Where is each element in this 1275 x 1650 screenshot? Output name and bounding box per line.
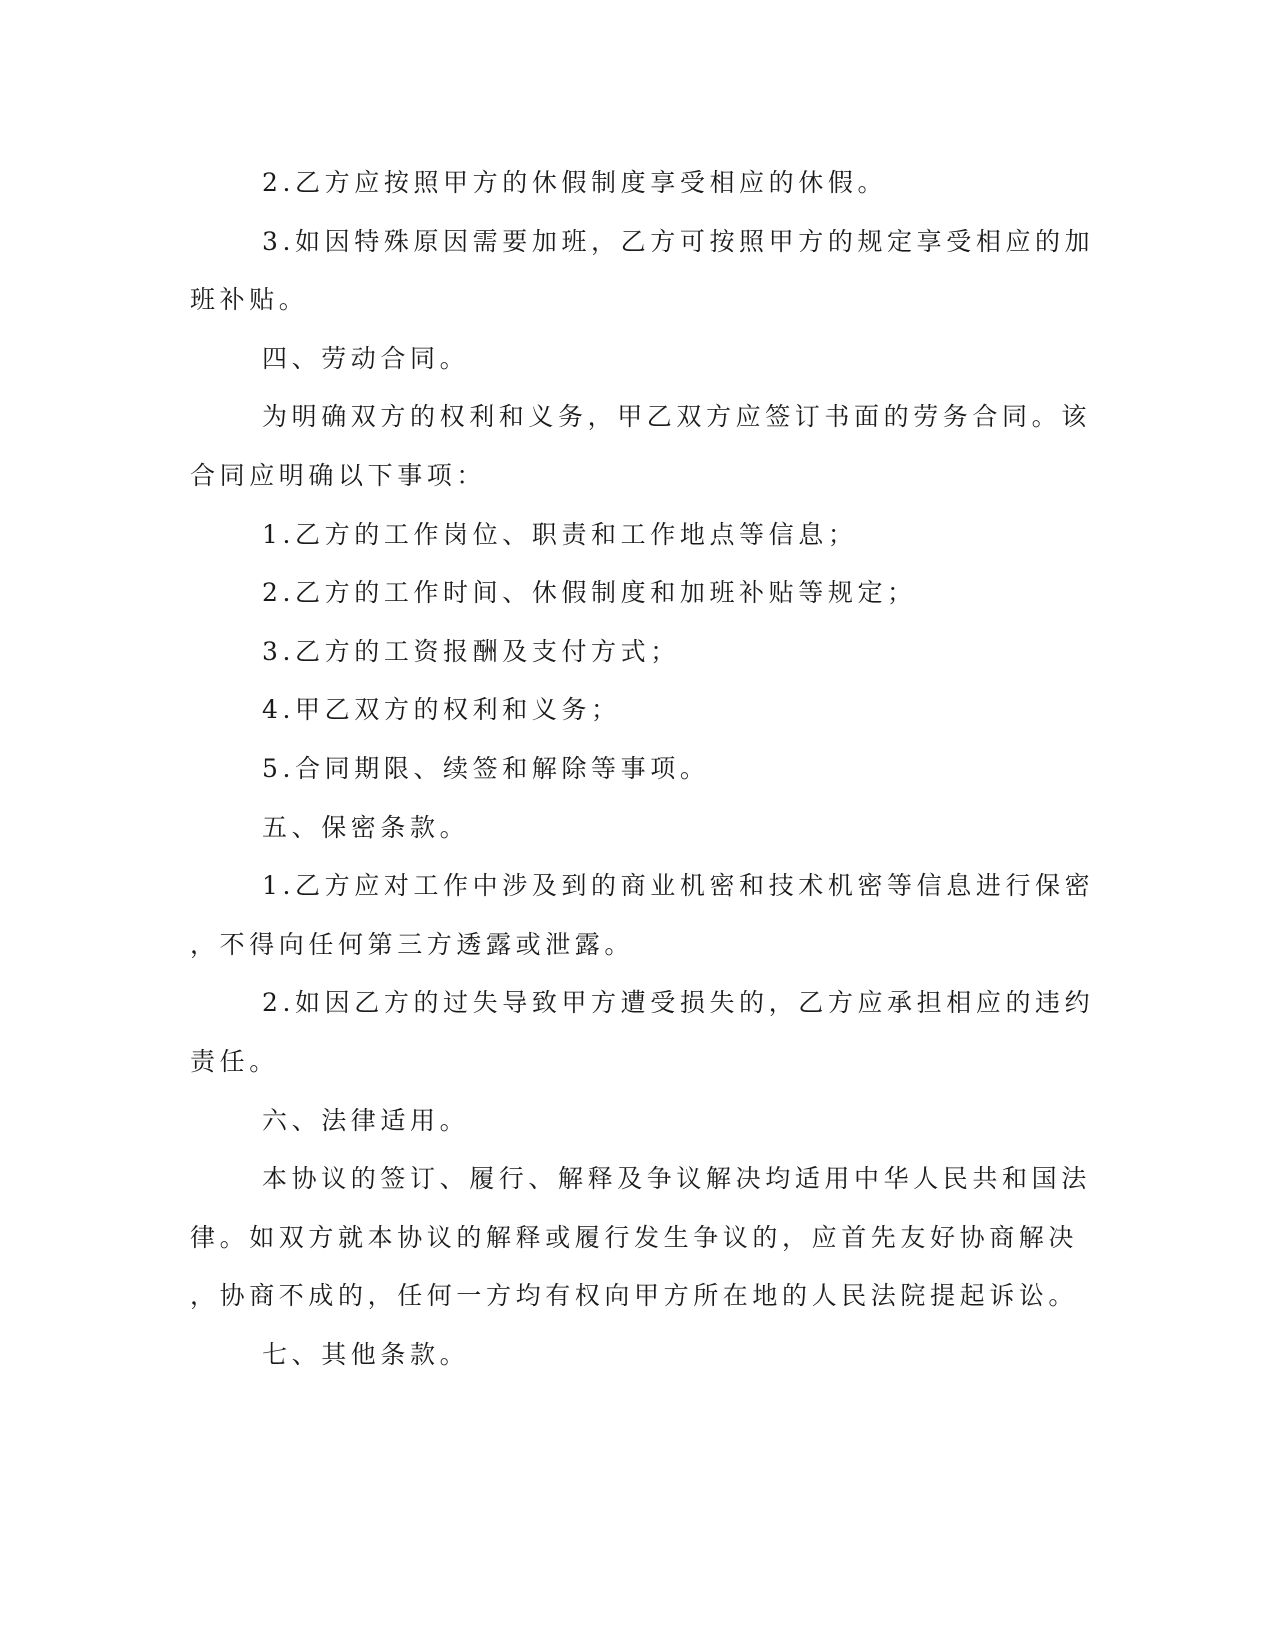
- paragraph-line: 2.如因乙方的过失导致甲方遭受损失的，乙方应承担相应的违约: [262, 988, 1095, 1017]
- paragraph-line: 律。如双方就本协议的解释或履行发生争议的，应首先友好协商解决: [190, 1223, 1079, 1252]
- paragraph-line: 3.如因特殊原因需要加班，乙方可按照甲方的规定享受相应的加: [262, 227, 1095, 256]
- paragraph-line: ，不得向任何第三方透露或泄露。: [190, 930, 635, 959]
- paragraph-line: 合同应明确以下事项：: [190, 461, 487, 490]
- section-heading: 六、法律适用。: [262, 1106, 470, 1135]
- list-item: 4.甲乙双方的权利和义务；: [262, 695, 621, 724]
- paragraph-line: 为明确双方的权利和义务，甲乙双方应签订书面的劳务合同。该: [262, 402, 1091, 431]
- paragraph-line: 2.乙方应按照甲方的休假制度享受相应的休假。: [262, 168, 888, 197]
- paragraph-line: ，协商不成的，任何一方均有权向甲方所在地的人民法院提起诉讼。: [190, 1281, 1079, 1310]
- list-item: 2.乙方的工作时间、休假制度和加班补贴等规定；: [262, 578, 917, 607]
- paragraph-line: 责任。: [190, 1047, 279, 1076]
- list-item: 1.乙方的工作岗位、职责和工作地点等信息；: [262, 520, 858, 549]
- paragraph-line: 本协议的签订、履行、解释及争议解决均适用中华人民共和国法: [262, 1164, 1091, 1193]
- section-heading: 四、劳动合同。: [262, 344, 470, 373]
- section-heading: 七、其他条款。: [262, 1340, 470, 1369]
- section-heading: 五、保密条款。: [262, 813, 470, 842]
- paragraph-line: 1.乙方应对工作中涉及到的商业机密和技术机密等信息进行保密: [262, 871, 1095, 900]
- paragraph-line: 班补贴。: [190, 285, 309, 314]
- list-item: 5.合同期限、续签和解除等事项。: [262, 754, 710, 783]
- list-item: 3.乙方的工资报酬及支付方式；: [262, 637, 680, 666]
